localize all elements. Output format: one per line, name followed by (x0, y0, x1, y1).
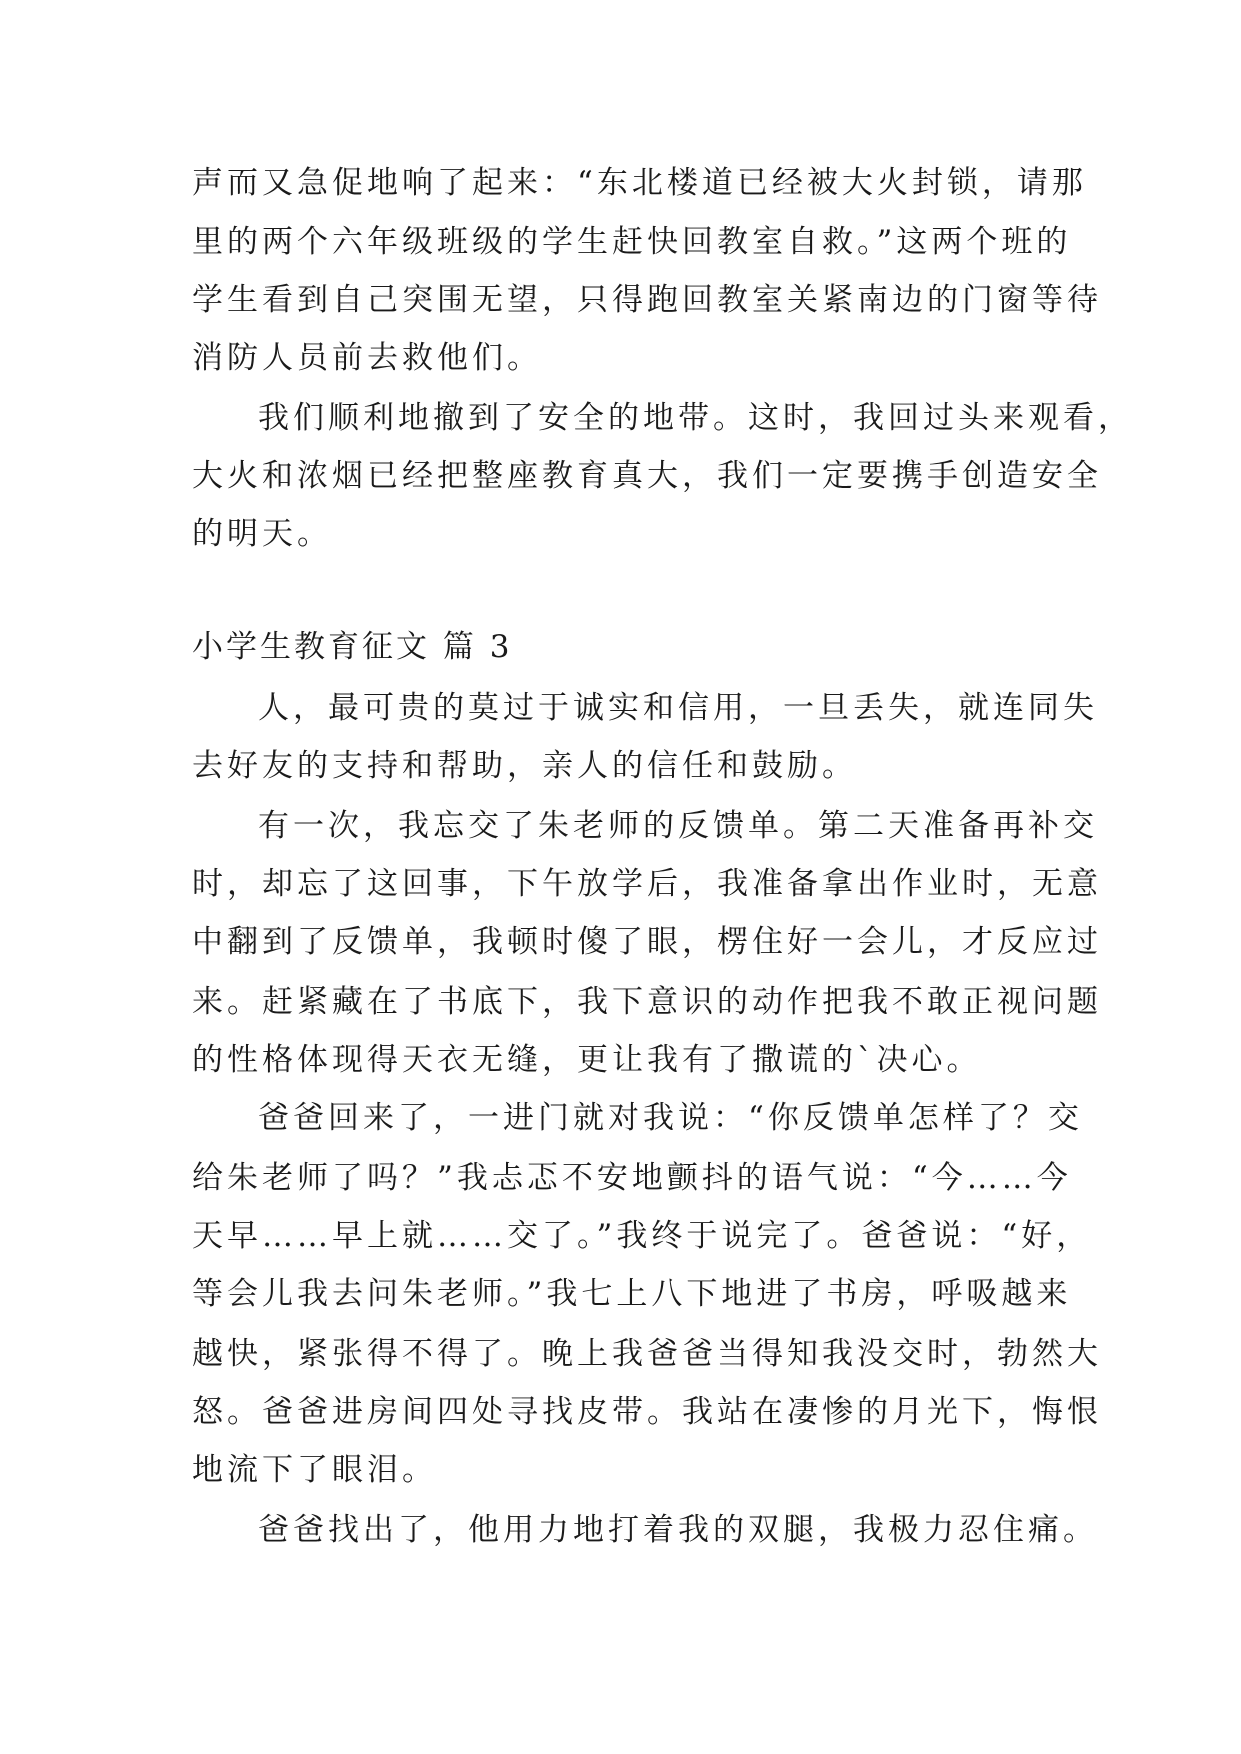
paragraph-line: 声而又急促地响了起来：“东北楼道已经被大火封锁，请那 (192, 165, 1087, 201)
paragraph-line: 等会儿我去问朱老师。”我七上八下地进了书房，呼吸越来 (192, 1276, 1072, 1312)
paragraph-line: 怒。爸爸进房间四处寻找皮带。我站在凄惨的月光下，悔恨 (192, 1394, 1102, 1430)
paragraph-line: 爸爸找出了，他用力地打着我的双腿，我极力忍住痛。 (258, 1512, 1098, 1548)
paragraph-line: 越快，紧张得不得了。晚上我爸爸当得知我没交时，勃然大 (192, 1336, 1102, 1372)
paragraph-line: 的性格体现得天衣无缝，更让我有了撒谎的`决心。 (192, 1042, 982, 1078)
paragraph-line: 天早……早上就……交了。”我终于说完了。爸爸说：“好， (192, 1218, 1092, 1254)
section-heading: 小学生教育征文 篇 3 (192, 629, 513, 665)
paragraph-line: 人，最可贵的莫过于诚实和信用，一旦丢失，就连同失 (258, 690, 1098, 726)
paragraph-line: 地流下了眼泪。 (192, 1452, 437, 1488)
paragraph-line: 爸爸回来了，一进门就对我说：“你反馈单怎样了？交 (258, 1100, 1083, 1136)
paragraph-line: 大火和浓烟已经把整座教育真大，我们一定要携手创造安全 (192, 458, 1102, 494)
paragraph-line: 消防人员前去救他们。 (192, 340, 542, 376)
paragraph-line: 来。赶紧藏在了书底下，我下意识的动作把我不敢正视问题 (192, 984, 1102, 1020)
paragraph-line: 学生看到自己突围无望，只得跑回教室关紧南边的门窗等待 (192, 282, 1102, 318)
paragraph-line: 我们顺利地撤到了安全的地带。这时，我回过头来观看， (258, 400, 1133, 436)
paragraph-line: 去好友的支持和帮助，亲人的信任和鼓励。 (192, 748, 857, 784)
paragraph-line: 给朱老师了吗？”我忐忑不安地颤抖的语气说：“今……今 (192, 1160, 1072, 1196)
paragraph-line: 中翻到了反馈单，我顿时傻了眼，楞住好一会儿，才反应过 (192, 924, 1102, 960)
paragraph-line: 时，却忘了这回事，下午放学后，我准备拿出作业时，无意 (192, 866, 1102, 902)
paragraph-line: 的明天。 (192, 516, 332, 552)
paragraph-line: 有一次，我忘交了朱老师的反馈单。第二天准备再补交 (258, 808, 1098, 844)
paragraph-line: 里的两个六年级班级的学生赶快回教室自救。”这两个班的 (192, 224, 1072, 260)
